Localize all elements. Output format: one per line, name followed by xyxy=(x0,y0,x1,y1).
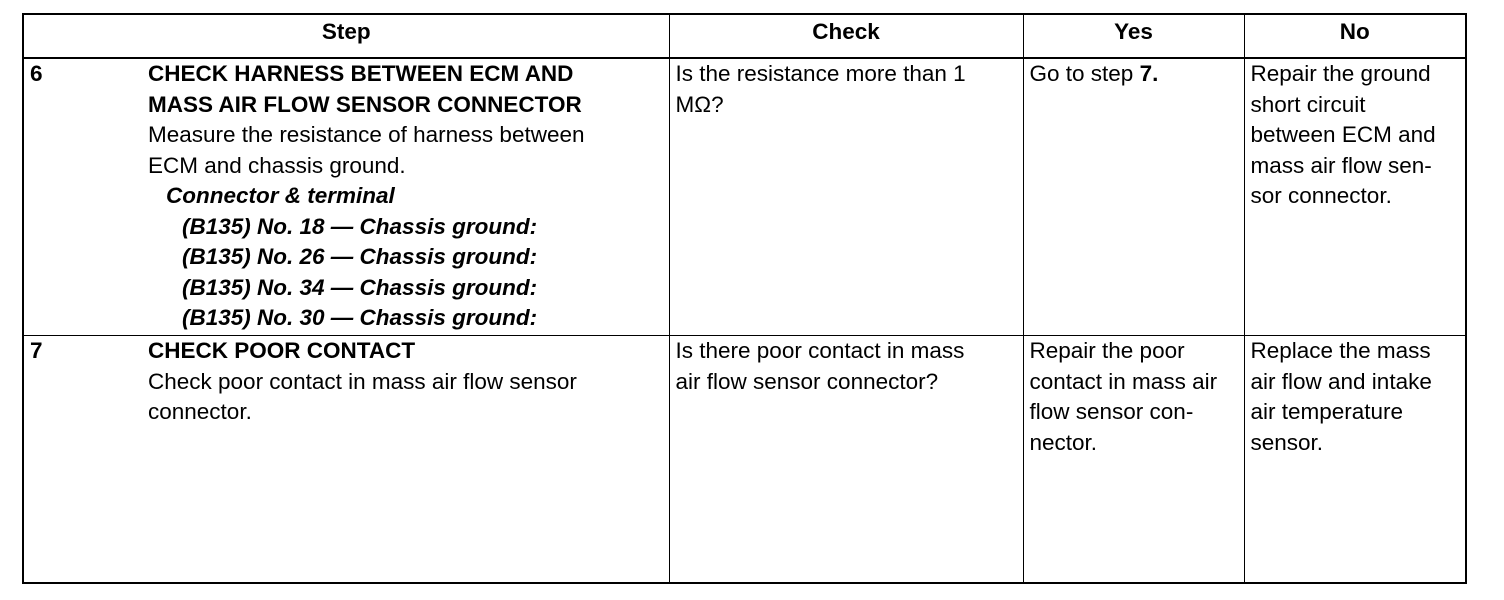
yes-step-link: 7 xyxy=(1139,61,1153,86)
terminal-line: (B135) No. 26 — Chassis ground: xyxy=(182,244,538,269)
step-description-line: Measure the resistance of harness between xyxy=(148,122,585,147)
diagnostic-table xyxy=(22,13,1467,584)
no-line: sensor. xyxy=(1250,429,1324,455)
yes-suffix: . xyxy=(1152,61,1159,86)
check-line: MΩ? xyxy=(675,91,724,117)
yes-line: nector. xyxy=(1029,429,1098,455)
no-line: air flow and intake xyxy=(1250,368,1432,394)
yes-cell xyxy=(1023,58,1244,336)
header-yes: Yes xyxy=(1023,14,1244,58)
no-line: sor connector. xyxy=(1250,183,1392,208)
step-title-line: MASS AIR FLOW SENSOR CONNECTOR xyxy=(148,91,582,117)
step-number: 7 xyxy=(30,338,43,363)
terminal-line: (B135) No. 30 — Chassis ground: xyxy=(182,305,538,330)
yes-line: flow sensor con- xyxy=(1029,399,1194,424)
no-line: air temperature xyxy=(1250,399,1404,424)
no-line: Replace the mass xyxy=(1250,338,1431,363)
step-description-line: Check poor contact in mass air flow sensor xyxy=(148,368,577,394)
check-line: Is there poor contact in mass xyxy=(675,338,965,363)
table-row-step-6 xyxy=(23,58,1466,336)
step-title-line: CHECK POOR CONTACT xyxy=(148,338,416,363)
no-line: Repair the ground xyxy=(1250,61,1431,86)
yes-line: Repair the poor xyxy=(1029,338,1185,363)
terminal-line: (B135) No. 18 — Chassis ground: xyxy=(182,213,538,239)
step-description-line: connector. xyxy=(148,399,252,424)
check-line: Is the resistance more than 1 xyxy=(675,61,966,86)
yes-prefix: Go to step xyxy=(1029,61,1140,86)
step-title-line: CHECK HARNESS BETWEEN ECM AND xyxy=(148,61,574,86)
no-line: short circuit xyxy=(1250,91,1366,117)
header-step: Step xyxy=(23,14,669,58)
yes-line: contact in mass air xyxy=(1029,368,1218,394)
header-row xyxy=(23,14,1466,58)
header-no: No xyxy=(1244,14,1466,58)
step-cell xyxy=(23,58,669,336)
table-row-step-7 xyxy=(23,336,1466,584)
step-cell xyxy=(23,336,669,584)
yes-line xyxy=(1030,59,1244,90)
step-description-line: ECM and chassis ground. xyxy=(148,152,406,178)
connector-heading: Connector & terminal xyxy=(166,183,395,208)
header-check: Check xyxy=(669,14,1023,58)
no-cell xyxy=(1244,58,1466,336)
yes-cell xyxy=(1023,336,1244,584)
check-line: air flow sensor connector? xyxy=(675,368,939,394)
no-cell xyxy=(1244,336,1466,584)
terminal-line: (B135) No. 34 — Chassis ground: xyxy=(182,274,538,300)
check-cell xyxy=(669,336,1023,584)
step-number: 6 xyxy=(30,61,43,86)
no-line: between ECM and xyxy=(1250,122,1436,147)
check-cell xyxy=(669,58,1023,336)
no-line: mass air flow sen- xyxy=(1250,152,1432,178)
